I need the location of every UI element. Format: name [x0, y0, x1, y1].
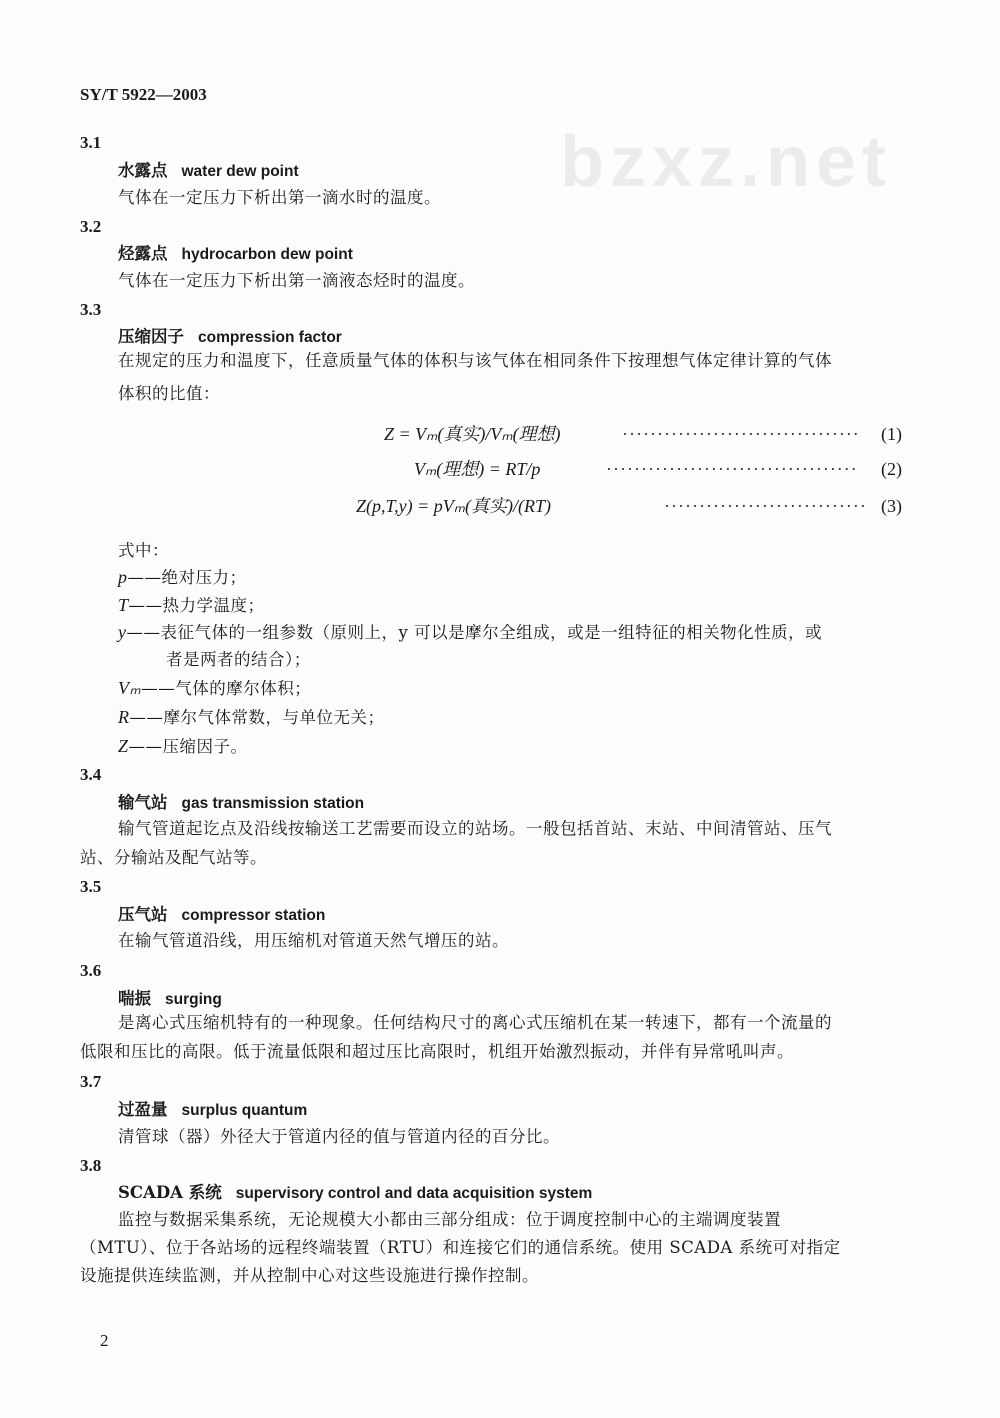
term-en: compression factor [198, 329, 342, 346]
definition: 气体在一定压力下析出第一滴水时的温度。 [118, 188, 441, 207]
term-title [118, 160, 299, 183]
clause-number: 3.8 [80, 1156, 102, 1175]
equation-3-number: ····························· (3) [664, 496, 902, 516]
variable-def: y——表征气体的一组参数（原则上，y 可以是摩尔全组成，或是一组特征的相关物化性质，或 [118, 622, 823, 642]
term-title [118, 243, 353, 266]
term-title [118, 792, 364, 815]
term-zh: SCADA 系统 [118, 1183, 222, 1202]
definition: 气体在一定压力下析出第一滴液态烃时的温度。 [118, 271, 475, 290]
term-en: gas transmission station [181, 795, 365, 812]
term-title [118, 1099, 307, 1122]
clause-number: 3.4 [80, 765, 102, 784]
clause-number: 3.7 [80, 1072, 102, 1091]
watermark: bzxz.net [560, 122, 893, 202]
term-zh: 过盈量 [118, 1100, 168, 1119]
term-en: surplus quantum [181, 1102, 308, 1119]
variable-def: Vₘ——气体的摩尔体积； [118, 678, 312, 698]
variable-def: R——摩尔气体常数，与单位无关； [118, 707, 385, 727]
equation-2-number: ···································· (2) [606, 459, 902, 479]
term-en: surging [165, 991, 222, 1008]
term-zh: 输气站 [118, 793, 168, 812]
term-zh: 压气站 [118, 905, 168, 924]
term-zh: 喘振 [118, 989, 151, 1008]
clause-number: 3.3 [80, 300, 102, 319]
term-en: supervisory control and data acquisition system [235, 1185, 593, 1202]
definition: 在输气管道沿线，用压缩机对管道天然气增压的站。 [118, 931, 509, 950]
clause-number: 3.6 [80, 961, 102, 980]
term-title [118, 1182, 592, 1205]
term-title [118, 326, 342, 349]
equation-1-number: ·································· (1) [622, 424, 902, 444]
definition: 站、分输站及配气站等。 [80, 848, 267, 867]
variable-def: Z——压缩因子。 [118, 736, 248, 756]
term-en: hydrocarbon dew point [181, 246, 353, 263]
clause-number: 3.5 [80, 877, 102, 896]
equation-3: Z(p,T,y) = pVₘ(真实)/(RT) [356, 496, 552, 516]
definition: 是离心式压缩机特有的一种现象。任何结构尺寸的离心式压缩机在某一转速下，都有一个流量的 [118, 1013, 832, 1032]
definition: 清管球（器）外径大于管道内径的值与管道内径的百分比。 [118, 1127, 560, 1146]
where-label: 式中： [118, 541, 169, 560]
term-en: water dew point [181, 163, 299, 180]
clause-number: 3.1 [80, 133, 102, 152]
equation-2: Vₘ(理想) = RT/p [414, 459, 541, 479]
variable-def: p——绝对压力； [118, 567, 247, 587]
variable-def-continued: 者是两者的结合）； [166, 650, 311, 669]
variable-def: T——热力学温度； [118, 595, 265, 615]
definition: 低限和压比的高限。低于流量低限和超过压比高限时，机组开始激烈振动，并伴有异常吼叫声。 [80, 1042, 794, 1061]
equation-1: Z = Vₘ(真实)/Vₘ(理想) [384, 424, 561, 444]
term-title [118, 988, 222, 1011]
definition: 设施提供连续监测，并从控制中心对这些设施进行操作控制。 [80, 1266, 539, 1285]
definition: 监控与数据采集系统，无论规模大小都由三部分组成：位于调度控制中心的主端调度装置 [118, 1210, 781, 1229]
definition: 在规定的压力和温度下，任意质量气体的体积与该气体在相同条件下按理想气体定律计算的气体 [118, 351, 832, 370]
page-number: 2 [100, 1331, 109, 1350]
term-zh: 压缩因子 [118, 327, 184, 346]
term-title [118, 904, 325, 927]
definition: 输气管道起讫点及沿线按输送工艺需要而设立的站场。一般包括首站、末站、中间清管站、压气 [118, 819, 832, 838]
definition: （MTU）、位于各站场的远程终端装置（RTU）和连接它们的通信系统。使用 SCADA 系统可对指定 [80, 1238, 841, 1257]
term-en: compressor station [181, 907, 326, 924]
definition: 体积的比值： [118, 384, 220, 403]
term-zh: 水露点 [118, 161, 168, 180]
clause-number: 3.2 [80, 217, 102, 236]
standard-code-header: SY/T 5922—2003 [80, 85, 207, 104]
term-zh: 烃露点 [118, 244, 168, 263]
